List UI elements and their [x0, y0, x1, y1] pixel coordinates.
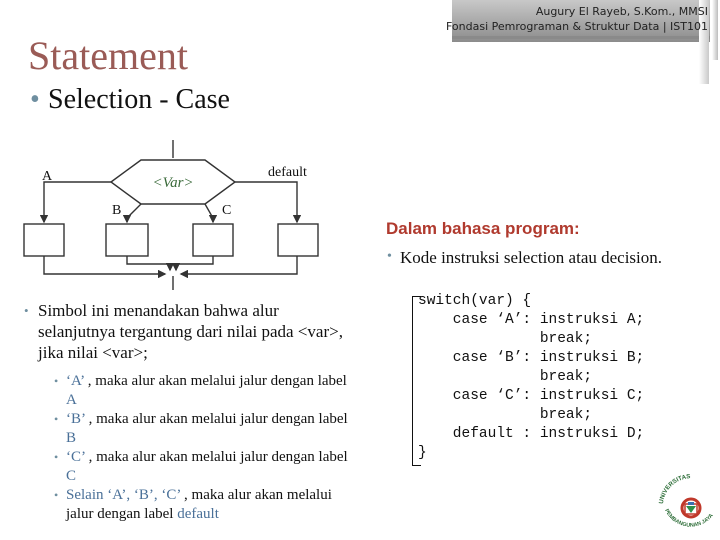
course-text: Fondasi Pemrograman & Struktur Data | IST101 — [446, 20, 708, 33]
list-item — [54, 410, 354, 448]
header-divider — [452, 36, 710, 39]
list-item — [54, 486, 354, 524]
case-value: ‘A’ — [66, 373, 85, 389]
item-text: , maka alur akan melalui jalur dengan label — [84, 411, 348, 427]
edge-decoration — [712, 0, 718, 60]
item-text: , maka alur akan melalui jalur dengan label — [84, 449, 348, 465]
bullet-icon: • — [24, 303, 29, 318]
bullet-icon: • — [54, 412, 59, 426]
process-box-default — [278, 224, 318, 256]
sub-list — [24, 372, 354, 524]
author-text: Augury El Rayeb, S.Kom., MMSI — [535, 5, 708, 18]
university-logo — [655, 458, 719, 538]
label-a: A — [42, 169, 53, 184]
case-label: C — [66, 468, 77, 484]
process-box-a — [24, 224, 64, 256]
return-default-line — [181, 256, 297, 274]
case-label: B — [66, 430, 77, 446]
return-b-line — [127, 256, 170, 270]
label-var: <Var> — [152, 175, 194, 191]
branch-b-line — [127, 204, 141, 222]
case-value: ‘C’ — [66, 449, 85, 465]
bullet-icon: • — [30, 84, 40, 115]
list-item — [54, 448, 354, 486]
logo-text: PEMBANGUNAN JAYA — [663, 508, 715, 529]
process-box-b — [106, 224, 148, 256]
return-c-line — [176, 256, 213, 270]
case-value: ‘B’ — [66, 411, 85, 427]
code-block: switch(var) { case ‘A’: instruksi A; break; case ‘B’: instruksi B; break; case ‘C’: instruksi C; break; default : instruksi D; } — [418, 293, 645, 461]
item-text: , maka alur akan melalui jalur dengan label — [84, 373, 347, 389]
item-text: Simbol ini menandakan bahwa alur selanjutnya tergantung dari nilai pada — [38, 301, 298, 341]
branch-default-line — [235, 182, 297, 222]
explanation-list — [24, 300, 354, 524]
item-text: , jika nilai — [38, 322, 343, 362]
var-token: <var> — [297, 322, 339, 341]
list-item — [24, 300, 354, 363]
list-item — [54, 372, 354, 410]
slide-subtitle: Selection - Case — [48, 84, 230, 115]
case-value: Selain ‘A’, ‘B’, ‘C’ — [66, 487, 181, 503]
branch-c-line — [205, 204, 213, 222]
case-flowchart — [0, 130, 340, 290]
label-b: B — [112, 203, 122, 218]
section-bullet-text: Kode instruksi selection atau decision. — [400, 248, 663, 267]
bullet-icon: • — [387, 249, 392, 264]
return-a-line — [44, 256, 165, 274]
branch-a-line — [44, 182, 111, 222]
label-default: default — [268, 165, 307, 180]
item-text: ; — [143, 343, 148, 362]
label-c: C — [222, 203, 232, 218]
slide-title: Statement — [28, 33, 188, 78]
bullet-icon: • — [54, 450, 59, 464]
item-text: , maka alur akan melalui jalur dengan label — [66, 487, 332, 522]
process-box-c — [193, 224, 233, 256]
logo-emblem — [688, 502, 694, 505]
case-label: A — [66, 392, 77, 408]
bullet-icon: • — [54, 374, 59, 388]
section-heading: Dalam bahasa program: — [386, 219, 580, 238]
bullet-icon: • — [54, 488, 59, 502]
var-token: <var> — [102, 343, 144, 362]
case-label: default — [177, 506, 219, 522]
logo-text: UNIVERSITAS — [657, 473, 691, 505]
